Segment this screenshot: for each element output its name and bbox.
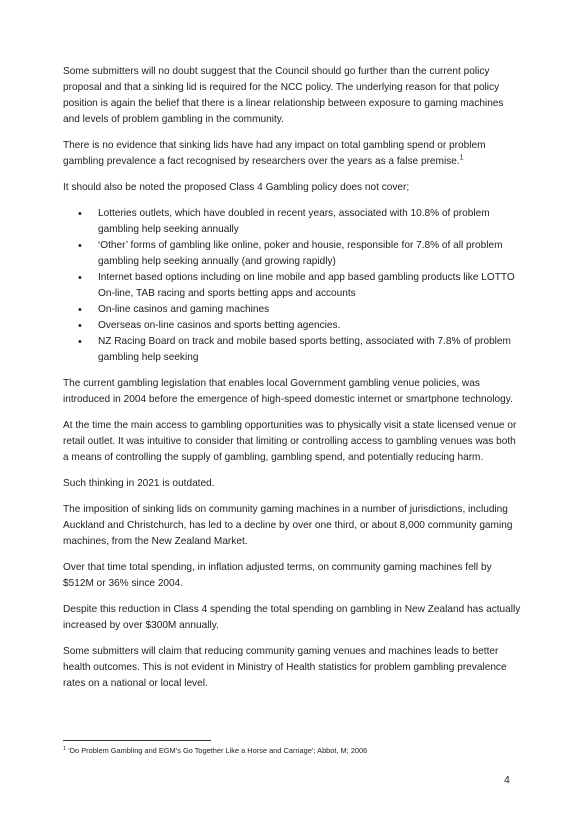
paragraph-access: At the time the main access to gambling opportunities was to physically visit a state licensed venue or retail outlet. It was intuitive to consider that limiting or controlling access to gambling venues was both a means of controlling the supply of gambling, gambling spend, and potentially reducing harm.	[63, 420, 517, 463]
list-item: • Overseas on-line casinos and sports betting agencies.	[63, 318, 523, 334]
paragraph-health-outcomes: Some submitters will claim that reducing community gaming venues and machines leads to better health outcomes. This is not evident in Ministry of Health statistics for problem gambling prevalence rates on a national or local level.	[63, 646, 507, 689]
paragraph-imposition: The imposition of sinking lids on community gaming machines in a number of jurisdictions, including Auckland and Christchurch, has led to a decline by over one third, or about 8,000 community gaming machines, from the New Zealand Market.	[63, 504, 513, 547]
list-item: • Internet based options including on line mobile and app based gambling products like LOTTO On-line, TAB racing and sports betting apps and accounts	[63, 270, 523, 302]
page-number: 4	[504, 774, 510, 786]
paragraph-no-evidence-text: There is no evidence that sinking lids have had any impact on total gambling spend or problem gambling prevalence a fact recognised by researchers over the years as a false premise.	[63, 140, 486, 167]
footnote-reference[interactable]: 1	[459, 154, 464, 162]
paragraph-no-evidence	[63, 138, 523, 170]
footnote-text: ‘Do Problem Gambling and EGM’s Go Together Like a Horse and Carriage’; Abbot, M; 2006	[68, 746, 368, 755]
body-text	[63, 64, 523, 702]
paragraph-spending-increased: Despite this reduction in Class 4 spending the total spending on gambling in New Zealand has actually increased by over $300M annually.	[63, 604, 521, 631]
paragraph-legislation: The current gambling legislation that enables local Government gambling venue policies, was introduced in 2004 before the emergence of high-speed domestic internet or smartphone technology.	[63, 378, 513, 405]
not-covered-list	[63, 206, 523, 366]
footnote-number: 1	[63, 745, 67, 752]
paragraph-outdated: Such thinking in 2021 is outdated.	[63, 478, 215, 489]
list-item: • NZ Racing Board on track and mobile based sports betting, associated with 7.8% of problem gambling help seeking	[63, 334, 523, 366]
list-item: • ‘Other’ forms of gambling like online, poker and housie, responsible for 7.8% of all problem gambling help seeking annually (and growing rapidly)	[63, 238, 523, 270]
footnote	[63, 746, 523, 756]
list-item: • Lotteries outlets, which have doubled in recent years, associated with 10.8% of problem gambling help seeking annually	[63, 206, 523, 238]
paragraph-sinking-lid-suggestion: Some submitters will no doubt suggest that the Council should go further than the current policy proposal and that a sinking lid is required for the NCC policy. The underlying reason for that policy position is again the belief that there is a linear relationship between exposure to gaming machines and levels of problem gambling in the community.	[63, 66, 504, 125]
paragraph-spending-fell: Over that time total spending, in inflation adjusted terms, on community gaming machines fell by $512M or 36% since 2004.	[63, 562, 492, 589]
list-item: • On-line casinos and gaming machines	[63, 302, 523, 318]
footnote-divider	[63, 740, 211, 741]
paragraph-list-intro: It should also be noted the proposed Class 4 Gambling policy does not cover;	[63, 182, 410, 193]
